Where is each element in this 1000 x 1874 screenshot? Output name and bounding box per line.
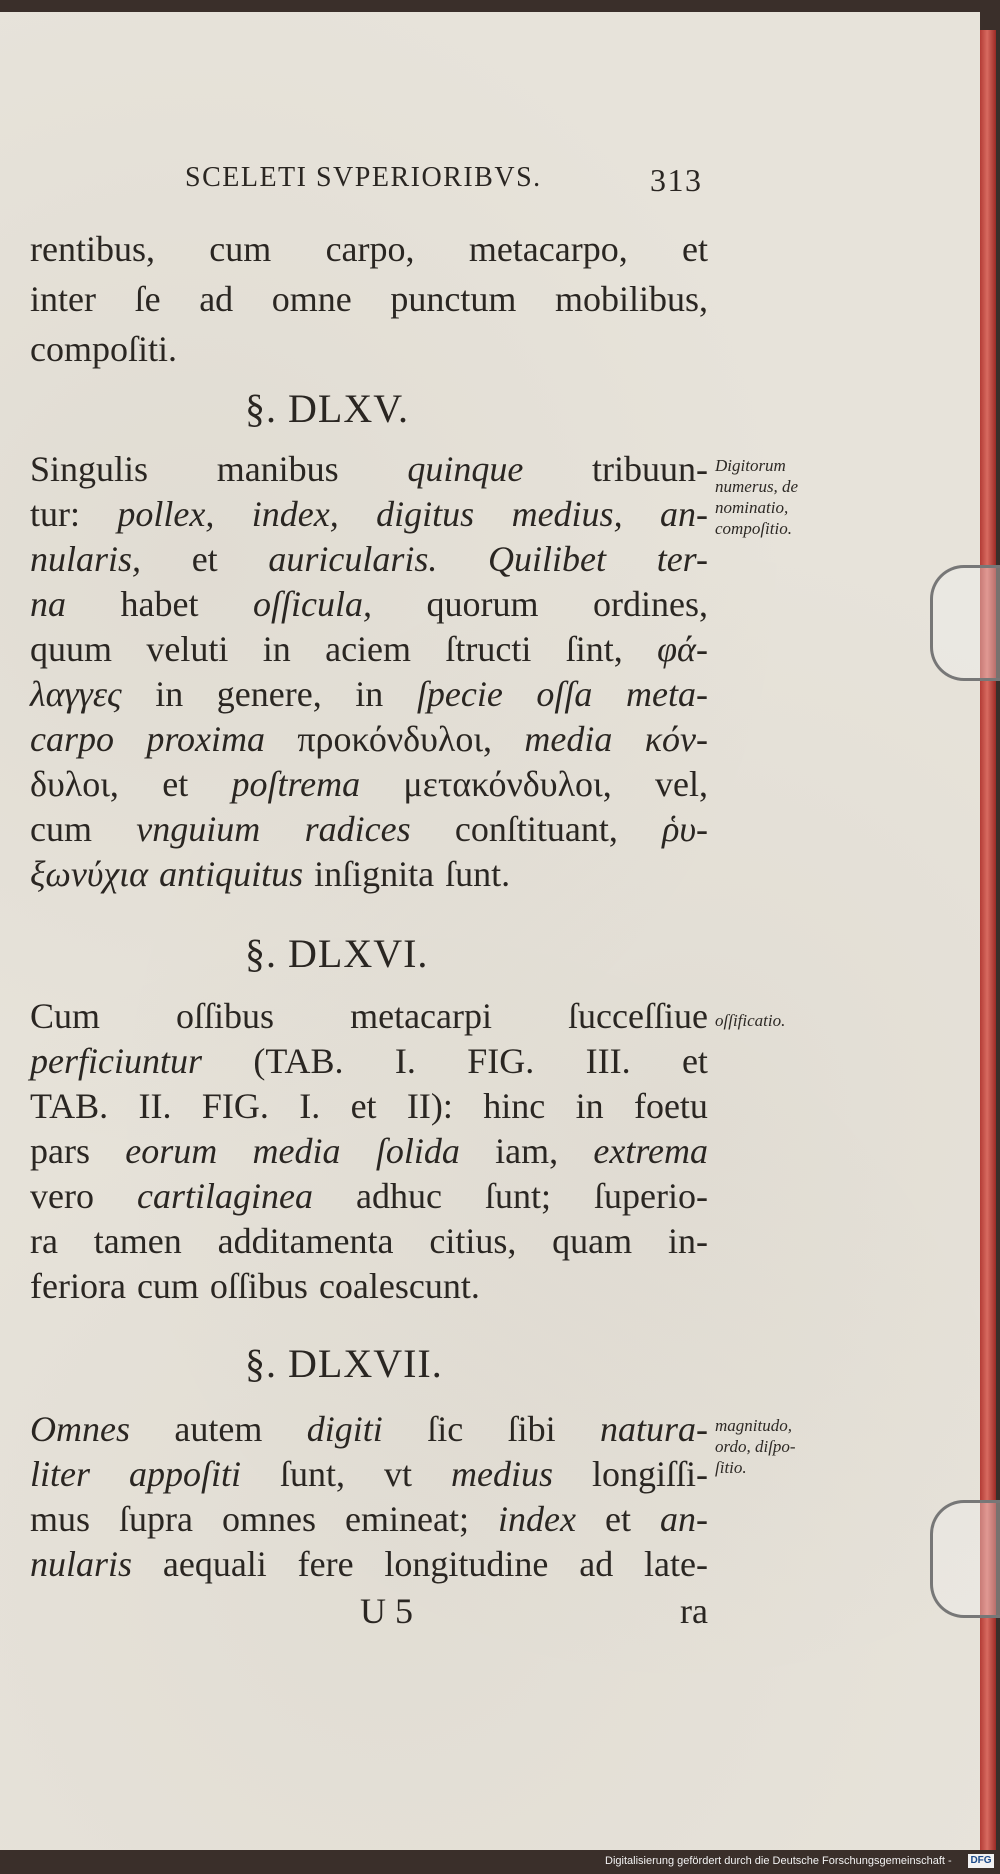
word: tamen	[93, 1221, 182, 1261]
word: citius,	[429, 1221, 517, 1261]
word: omnes	[222, 1499, 317, 1539]
section-heading: §. DLXV.	[245, 386, 409, 431]
word: pars	[30, 1131, 90, 1171]
word: ξωνύχια	[30, 854, 149, 894]
running-header: SCELETI SVPERIORIBVS.	[185, 162, 542, 193]
text-line	[30, 228, 708, 270]
word: appoſiti	[128, 1454, 241, 1494]
word: index,	[251, 494, 339, 534]
word: ad	[199, 279, 234, 319]
word: III.	[585, 1041, 631, 1081]
text-line	[30, 1408, 708, 1450]
word: carpo,	[325, 229, 415, 269]
word: nularis	[30, 1544, 133, 1584]
word: et	[682, 229, 708, 269]
text-line	[30, 673, 708, 715]
text-line	[30, 1130, 708, 1172]
margin-note-line: nominatio,	[715, 498, 789, 517]
word: natura-	[600, 1409, 708, 1449]
word: media	[252, 1131, 341, 1171]
word: κόν-	[644, 719, 708, 759]
word: omne	[271, 279, 352, 319]
page-clip-top	[930, 565, 1000, 681]
word: vt	[383, 1454, 412, 1494]
word: et	[604, 1499, 631, 1539]
word: meta-	[625, 674, 708, 714]
word: fere	[297, 1544, 354, 1584]
word: quorum	[426, 584, 539, 624]
word: cum	[209, 229, 272, 269]
word: hinc	[483, 1086, 546, 1126]
word: ordines,	[592, 584, 708, 624]
word: extrema	[593, 1131, 708, 1171]
word: in	[155, 674, 184, 714]
word: additamenta	[217, 1221, 394, 1261]
text-line	[30, 628, 708, 670]
word: προκόνδυλοι,	[297, 719, 493, 759]
word: cartilaginea	[136, 1176, 313, 1216]
word: Cum	[30, 996, 101, 1036]
word: Singulis	[30, 449, 149, 489]
word: metacarpo,	[468, 229, 628, 269]
text-line	[30, 1453, 708, 1495]
text-line	[30, 853, 708, 895]
word: rentibus,	[30, 229, 155, 269]
word: ſe	[134, 279, 161, 319]
word: tribuun-	[592, 449, 708, 489]
word: manibus	[216, 449, 339, 489]
word: compoſiti.	[30, 329, 177, 369]
word: oſſicula,	[252, 584, 372, 624]
word: digitus	[376, 494, 475, 534]
word: longitudine	[384, 1544, 549, 1584]
word: I.	[394, 1041, 416, 1081]
word: ſunt.	[445, 854, 511, 894]
word: carpo	[30, 719, 114, 759]
word: TAB.	[30, 1086, 109, 1126]
margin-note-line: ordo, diſpo-	[715, 1437, 796, 1456]
word: inſignita	[314, 854, 435, 894]
text-line	[30, 763, 708, 805]
word: punctum	[390, 279, 517, 319]
word: na	[30, 584, 66, 624]
word: in	[262, 629, 291, 669]
word: II.	[138, 1086, 172, 1126]
margin-note	[715, 455, 798, 539]
section-heading: §. DLXVII.	[245, 1341, 443, 1386]
word: (TAB.	[253, 1041, 344, 1081]
word: eorum	[125, 1131, 218, 1171]
word: oſſa	[536, 674, 593, 714]
word: ſucceſſiue	[568, 996, 708, 1036]
word: feriora	[30, 1266, 126, 1306]
word: FIG.	[201, 1086, 269, 1126]
word: ſpecie	[416, 674, 503, 714]
word: an-	[659, 1499, 708, 1539]
word: adhuc	[355, 1176, 442, 1216]
word: II):	[406, 1086, 453, 1126]
text-line	[30, 538, 708, 580]
word: an-	[659, 494, 708, 534]
word: ſolida	[375, 1131, 460, 1171]
word: tur:	[30, 494, 80, 534]
word: ad	[579, 1544, 614, 1584]
text-line	[30, 1265, 708, 1307]
text-line	[30, 278, 708, 320]
word: Quilibet	[488, 539, 607, 579]
margin-note-line: magnitudo,	[715, 1416, 792, 1435]
word: ſunt,	[279, 1454, 345, 1494]
text-line	[30, 1498, 708, 1540]
text-line	[30, 583, 708, 625]
word: perficiuntur	[30, 1041, 202, 1081]
word: index	[498, 1499, 576, 1539]
word: pollex,	[117, 494, 215, 534]
word: quinque	[407, 449, 524, 489]
word: et	[681, 1041, 708, 1081]
word: aequali	[162, 1544, 267, 1584]
word: vel,	[655, 764, 708, 804]
word: vero	[30, 1176, 94, 1216]
word: φά-	[657, 629, 708, 669]
word: et	[162, 764, 189, 804]
word: Omnes	[30, 1409, 130, 1449]
word: proxima	[146, 719, 265, 759]
text-line	[30, 808, 708, 850]
word: inter	[30, 279, 96, 319]
word: ſunt;	[484, 1176, 551, 1216]
word: auricularis.	[268, 539, 438, 579]
word: radices	[304, 809, 411, 849]
word: ſint,	[565, 629, 623, 669]
text-line	[30, 1543, 708, 1585]
word: cum	[136, 1266, 199, 1306]
margin-note-line: Digitorum	[715, 456, 786, 475]
digitization-credit: Digitalisierung gefördert durch die Deutsche Forschungsgemeinschaft -	[605, 1855, 952, 1867]
word: metacarpi	[350, 996, 493, 1036]
word: in	[575, 1086, 604, 1126]
signature-line	[30, 1590, 708, 1632]
word: δυλοι,	[30, 764, 119, 804]
text-line	[30, 718, 708, 760]
word: quum	[30, 629, 113, 669]
word: conſtituant,	[454, 809, 618, 849]
word: veluti	[146, 629, 229, 669]
word: oſſibus	[209, 1266, 308, 1306]
signature-mark: U 5	[360, 1591, 413, 1631]
word: mus	[30, 1499, 91, 1539]
word: habet	[120, 584, 199, 624]
margin-note-line: compoſitio.	[715, 519, 792, 538]
word: λαγγες	[30, 674, 122, 714]
word: in-	[667, 1221, 708, 1261]
page-clip-bottom	[930, 1500, 1000, 1618]
word: longiſſi-	[591, 1454, 708, 1494]
word: ſic	[427, 1409, 464, 1449]
margin-note-line: oſſificatio.	[715, 1011, 786, 1030]
text-line	[30, 448, 708, 490]
word: digiti	[306, 1409, 383, 1449]
margin-note-line: numerus, de	[715, 477, 799, 496]
word: cum	[30, 809, 92, 849]
word: genere,	[216, 674, 322, 714]
text-line	[30, 328, 708, 370]
word: et	[350, 1086, 377, 1126]
word: media	[524, 719, 613, 759]
text-line	[30, 1175, 708, 1217]
word: ῥυ-	[662, 809, 708, 849]
word: FIG.	[467, 1041, 535, 1081]
word: foetu	[633, 1086, 708, 1126]
word: vnguium	[136, 809, 261, 849]
dfg-logo-icon: DFG	[968, 1854, 994, 1868]
word: in	[355, 674, 384, 714]
word: oſſibus	[176, 996, 275, 1036]
text-line	[30, 493, 708, 535]
word: iam,	[495, 1131, 559, 1171]
section-heading: §. DLXVI.	[245, 931, 429, 976]
word: aciem	[325, 629, 412, 669]
word: ter-	[656, 539, 708, 579]
word: coalescunt.	[318, 1266, 480, 1306]
word: quam	[552, 1221, 633, 1261]
text-line	[30, 1220, 708, 1262]
word: poſtrema	[231, 764, 361, 804]
word: ra	[30, 1221, 58, 1261]
word: late-	[644, 1544, 708, 1584]
margin-note-line: ſitio.	[715, 1458, 747, 1477]
text-line	[30, 1085, 708, 1127]
margin-note	[715, 1415, 796, 1478]
word: μετακόνδυλοι,	[403, 764, 612, 804]
word: ſupra	[119, 1499, 193, 1539]
word: emineat;	[345, 1499, 469, 1539]
word: medius	[450, 1454, 553, 1494]
text-line	[30, 995, 708, 1037]
word: ſuperio-	[594, 1176, 708, 1216]
word: mobilibus,	[554, 279, 708, 319]
catchword: ra	[680, 1591, 708, 1631]
word: autem	[174, 1409, 263, 1449]
word: medius,	[511, 494, 623, 534]
page-number: 313	[650, 162, 703, 198]
word: antiquitus	[159, 854, 304, 894]
word: nularis,	[30, 539, 142, 579]
word: ſtructi	[445, 629, 532, 669]
margin-note	[715, 1010, 785, 1031]
word: ſibi	[507, 1409, 556, 1449]
word: et	[191, 539, 218, 579]
word: liter	[30, 1454, 90, 1494]
text-line	[30, 1040, 708, 1082]
word: I.	[299, 1086, 321, 1126]
